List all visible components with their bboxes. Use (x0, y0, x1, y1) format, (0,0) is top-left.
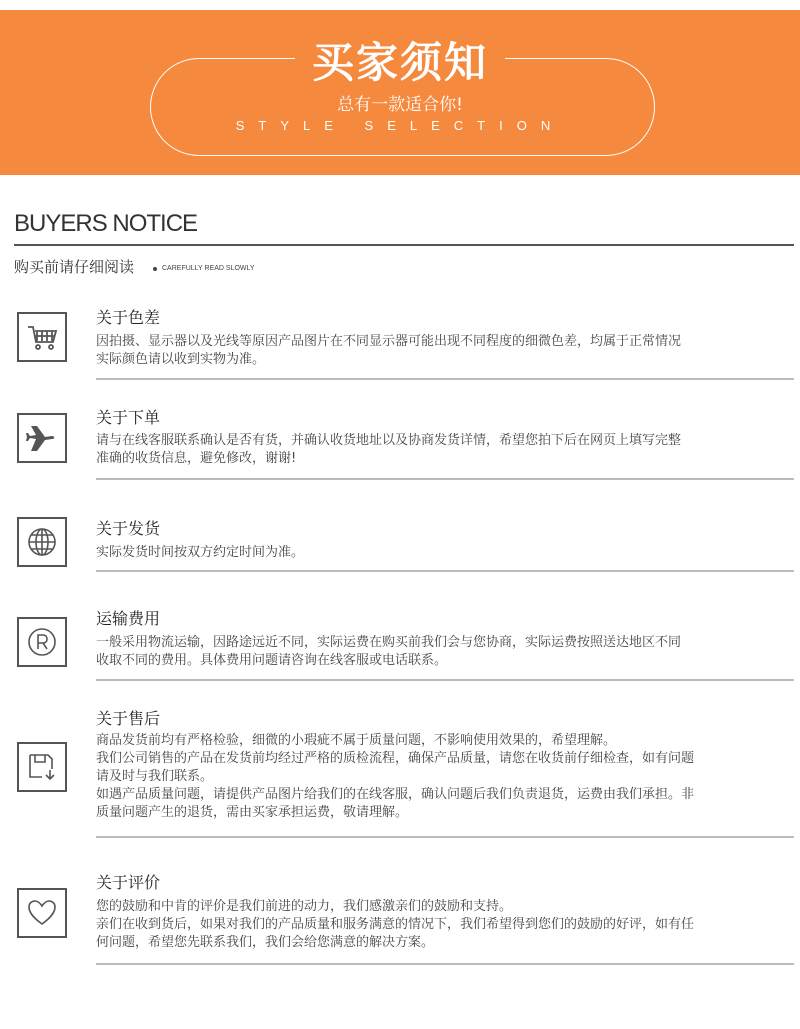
header-banner (0, 10, 800, 175)
banner-subtitle-en: STYLE SELECTION (235, 118, 565, 133)
airplane-icon (17, 413, 67, 463)
body-line: 因拍摄、显示器以及光线等原因产品图片在不同显示器可能出现不同程度的细微色差，均属于正常情况 (96, 334, 682, 349)
section-body-order (96, 432, 746, 468)
section-divider (96, 478, 794, 481)
body-line: 请及时与我们联系。 (96, 769, 214, 784)
section-divider (96, 679, 794, 682)
registered-icon (17, 617, 67, 667)
section-divider (96, 963, 794, 966)
section-title-shipping: 关于发货 (96, 519, 161, 538)
body-line: 实际颜色请以收到实物为准。 (96, 352, 266, 367)
notice-heading: BUYERS NOTICE (14, 210, 198, 237)
body-line: 您的鼓励和中肯的评价是我们前进的动力，我们感激亲们的鼓励和支持。 (96, 899, 513, 914)
heart-icon (17, 888, 67, 938)
section-divider (96, 836, 794, 839)
section-divider (96, 570, 794, 573)
section-body-review (96, 898, 746, 952)
body-line: 何问题，希望您先联系我们，我们会给您满意的解决方案。 (96, 935, 435, 950)
section-title-freight: 运输费用 (96, 609, 161, 628)
bullet-dot (153, 267, 157, 271)
section-title-color: 关于色差 (96, 308, 161, 327)
notice-subheading-en: CAREFULLY READ SLOWLY (162, 265, 255, 272)
body-line: 准确的收货信息，避免修改，谢谢! (96, 451, 297, 466)
section-title-review: 关于评价 (96, 873, 161, 892)
body-line: 如遇产品质量问题，请提供产品图片给我们的在线客服，确认问题后我们负责退货，运费由我们承担。非 (96, 787, 695, 802)
section-body-aftersale (96, 732, 746, 822)
globe-icon (17, 517, 67, 567)
cart-icon (17, 312, 67, 362)
save-return-icon (17, 742, 67, 792)
banner-subtitle: 总有一款适合你! (337, 95, 463, 115)
body-line: 实际发货时间按双方约定时间为准。 (96, 545, 305, 560)
section-body-freight (96, 634, 746, 670)
body-line: 我们公司销售的产品在发货前均经过严格的质检流程，确保产品质量，请您在收货前仔细检查，如有问题 (96, 751, 695, 766)
notice-subheading: 购买前请仔细阅读 (14, 258, 135, 276)
body-line: 质量问题产生的退货，需由买家承担运费，敬请理解。 (96, 805, 409, 820)
banner-title: 买家须知 (311, 38, 488, 87)
notice-divider (14, 244, 794, 246)
body-line: 亲们在收到货后，如果对我们的产品质量和服务满意的情况下，我们希望得到您们的鼓励的好评，如有任 (96, 917, 695, 932)
section-body-color (96, 333, 746, 369)
body-line: 收取不同的费用。具体费用问题请咨询在线客服或电话联系。 (96, 653, 448, 668)
body-line: 商品发货前均有严格检验，细微的小瑕疵不属于质量问题，不影响使用效果的，希望理解。 (96, 733, 617, 748)
section-body-shipping (96, 544, 746, 562)
section-divider (96, 378, 794, 381)
body-line: 请与在线客服联系确认是否有货，并确认收货地址以及协商发货详情，希望您拍下后在网页上填写完整 (96, 433, 682, 448)
section-title-aftersale: 关于售后 (96, 709, 161, 728)
body-line: 一般采用物流运输，因路途远近不同，实际运费在购买前我们会与您协商，实际运费按照送达地区不同 (96, 635, 682, 650)
section-title-order: 关于下单 (96, 408, 161, 427)
